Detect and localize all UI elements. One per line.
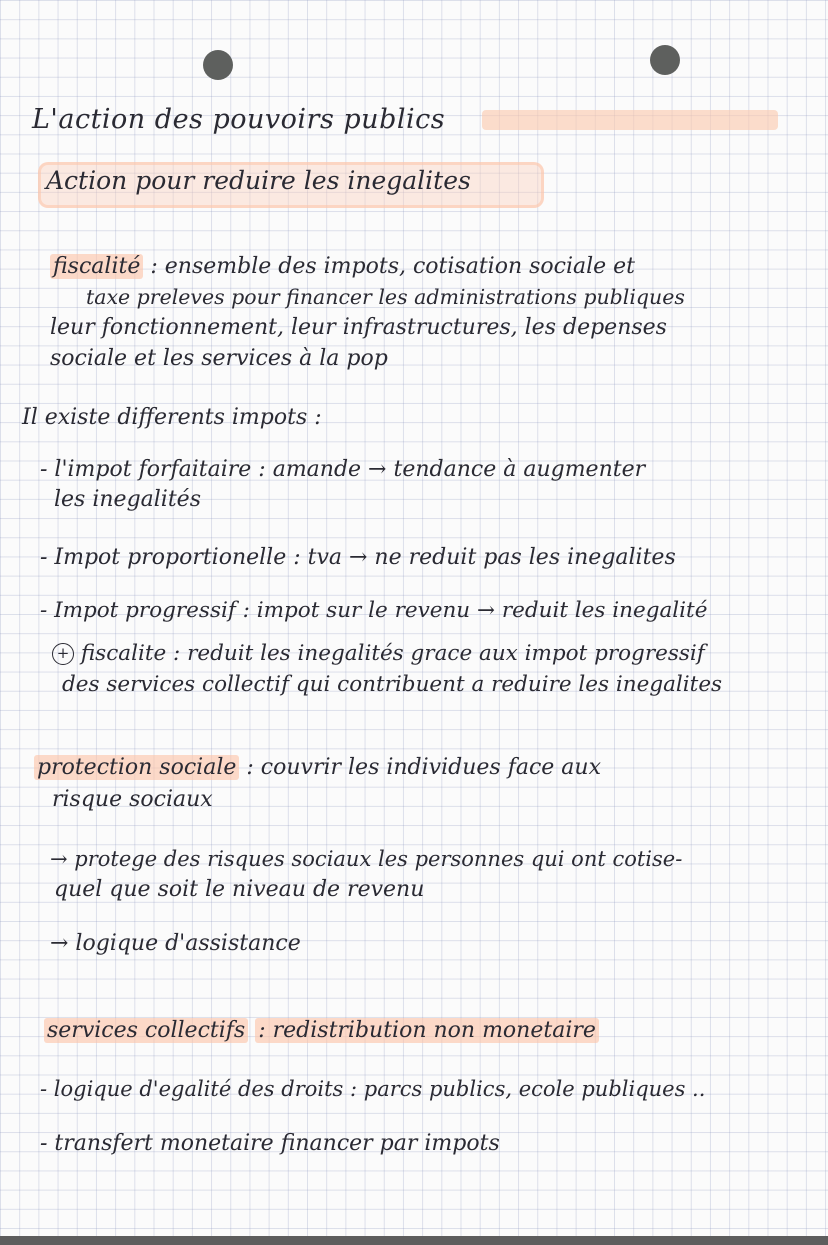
fiscalite-definition-line4: sociale et les services à la pop: [50, 346, 388, 371]
protection-definition-line2: risque sociaux: [52, 787, 213, 812]
fiscalite-definition-line2: taxe preleves pour financer les administrations publiques: [86, 285, 685, 309]
protection-def-start: : couvrir les individues face aux: [246, 755, 601, 780]
fiscalite-definition-line3: leur fonctionnement, leur infrastructures, les depenses: [50, 315, 667, 340]
binder-hole-right: [650, 45, 680, 75]
services-collectifs-term: services collectifs: [44, 1018, 248, 1043]
protection-sociale-term: protection sociale: [34, 755, 239, 780]
title-highlight: [482, 110, 778, 130]
binder-hole-left: [203, 50, 233, 80]
services-item2: - transfert monetaire financer par impots: [40, 1131, 500, 1156]
protection-arrow1-line2: quel que soit le niveau de revenu: [54, 877, 425, 902]
impots-intro: Il existe differents impots :: [22, 405, 322, 430]
impot-forfaitaire-line2: les inegalités: [54, 487, 201, 512]
fiscalite-plus-line1: [52, 640, 705, 668]
impot-proportionnel: - Impot proportionelle : tva → ne reduit pas les inegalites: [40, 545, 676, 570]
fiscalite-plus-line2: des services collectif qui contribuent a reduire les inegalites: [62, 672, 723, 697]
fiscalite-definition-line1: [50, 253, 635, 281]
fiscalite-plus-text: fiscalite : reduit les inegalités grace aux impot progressif: [80, 641, 705, 666]
page-bottom-edge: [0, 1236, 828, 1245]
fiscalite-term: fiscalité: [50, 254, 143, 279]
impot-progressif: - Impot progressif : impot sur le revenu → reduit les inegalité: [40, 598, 708, 623]
page-title: L'action des pouvoirs publics: [32, 104, 446, 135]
protection-arrow1-line1: → protege des risques sociaux les personnes qui ont cotise-: [50, 847, 683, 871]
services-definition: [44, 1017, 599, 1045]
protection-definition-line1: [34, 754, 601, 782]
plus-circle-icon: +: [52, 643, 74, 665]
protection-arrow2: → logique d'assistance: [50, 931, 301, 956]
services-def-text: : redistribution non monetaire: [255, 1018, 599, 1043]
services-item1: - logique d'egalité des droits : parcs publics, ecole publiques ..: [40, 1077, 706, 1101]
fiscalite-def-start: : ensemble des impots, cotisation sociale et: [150, 254, 636, 279]
impot-forfaitaire-line1: - l'impot forfaitaire : amande → tendance à augmenter: [40, 457, 646, 482]
section-subtitle: Action pour reduire les inegalites: [46, 166, 471, 195]
